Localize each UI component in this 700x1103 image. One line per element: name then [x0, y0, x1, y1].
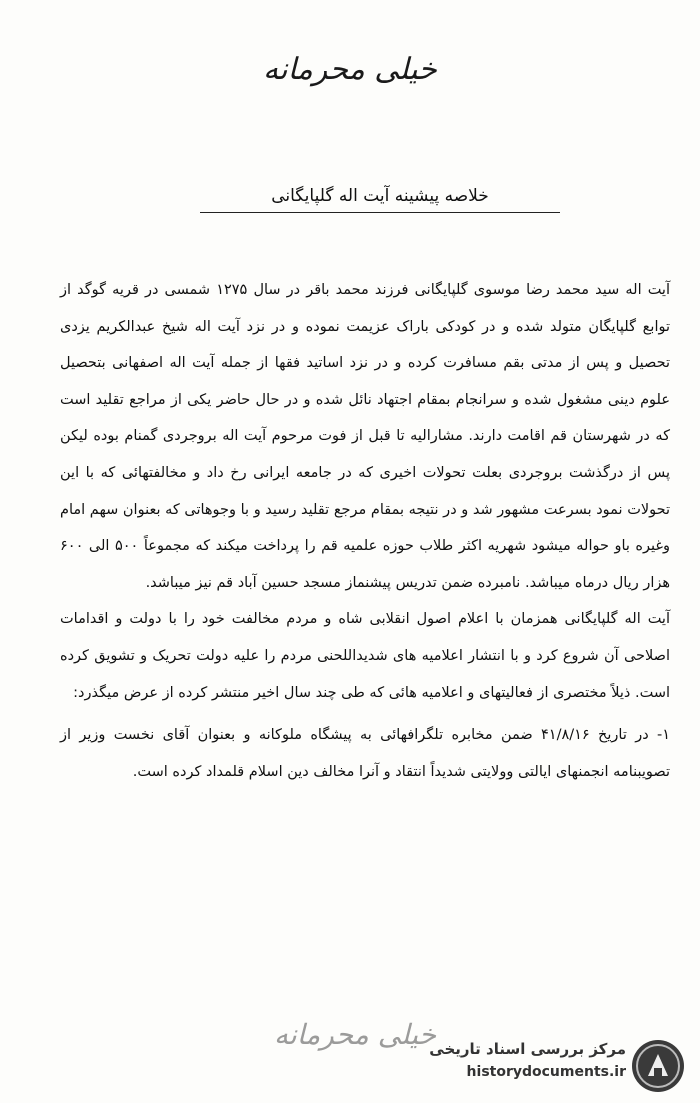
archive-logo-icon [630, 1038, 686, 1094]
list-item-1: ۱- در تاریخ ۴۱/۸/۱۶ ضمن مخابره تلگرافهائی به پیشگاه ملوکانه و بعنوان آقای نخست وزیر از تصویبنامه انجمنهای ایالتی وولایتی شدیداً انتقاد و آنرا مخالف دین اسلام قلمداد کرده است. [60, 727, 670, 780]
document-title: خلاصه پیشینه آیت اله گلپایگانی [200, 186, 560, 213]
document-body [60, 272, 670, 790]
watermark-name: مرکز بررسی اسناد تاریخی [429, 1040, 626, 1058]
paragraph-2: آیت اله گلپایگانی همزمان با اعلام اصول انقلابی شاه و مردم مخالفت خود را با دولت و اقدامات اصلاحی آن شروع کرد و با انتشار اعلامیه های شدیداللحنی مردم را علیه دولت تحریک و تشویق کرده است. ذیلاً مختصری از فعالیتهای و اعلامیه هائی که طی چند سال اخیر منتشر کرده از عرض میگذرد: [60, 611, 670, 701]
classification-stamp-bottom: خیلی محرمانه [273, 1018, 437, 1051]
watermark-url: historydocuments.ir [466, 1064, 626, 1080]
paragraph-1: آیت اله سید محمد رضا موسوی گلپایگانی فرزند محمد باقر در سال ۱۲۷۵ شمسی در قریه گوگد از توابع گلپایگان متولد شده و در کودکی باراک عزیمت نموده و در نزد آیت اله شیخ عبدالکریم یزدی تحصیل و پس از مدتی بقم مسافرت کرده و در نزد اساتید فقها از جمله آیت اله اصفهانی بتحصیل علوم دینی مشغول شده و سرانجام بمقام اجتهاد نائل شده و در حال حاضر یکی از مراجع تقلید است که در شهرستان قم اقامت دارند. مشارالیه تا قبل از فوت مرحوم آیت اله بروجردی گمنام بوده لیکن پس از درگذشت بروجردی بعلت تحولات اخیری که در جامعه ایرانی رخ داد و مخالفتهائی که با این تحولات نمود بسرعت مشهور شد و در نتیجه بمقام مرجع تقلید رسید و با وجوهاتی که بعنوان سهم امام وغیره باو حواله میشود شهریه اکثر طلاب حوزه علمیه قم را پرداخت میکند که مجموعاً ۵۰۰ الی ۶۰۰ هزار ریال درماه میباشد. نامبرده ضمن تدریس پیشنماز مسجد حسین آباد قم نیز میباشد. [60, 282, 670, 591]
classification-stamp-top: خیلی محرمانه [263, 52, 437, 87]
watermark [420, 1038, 690, 1096]
